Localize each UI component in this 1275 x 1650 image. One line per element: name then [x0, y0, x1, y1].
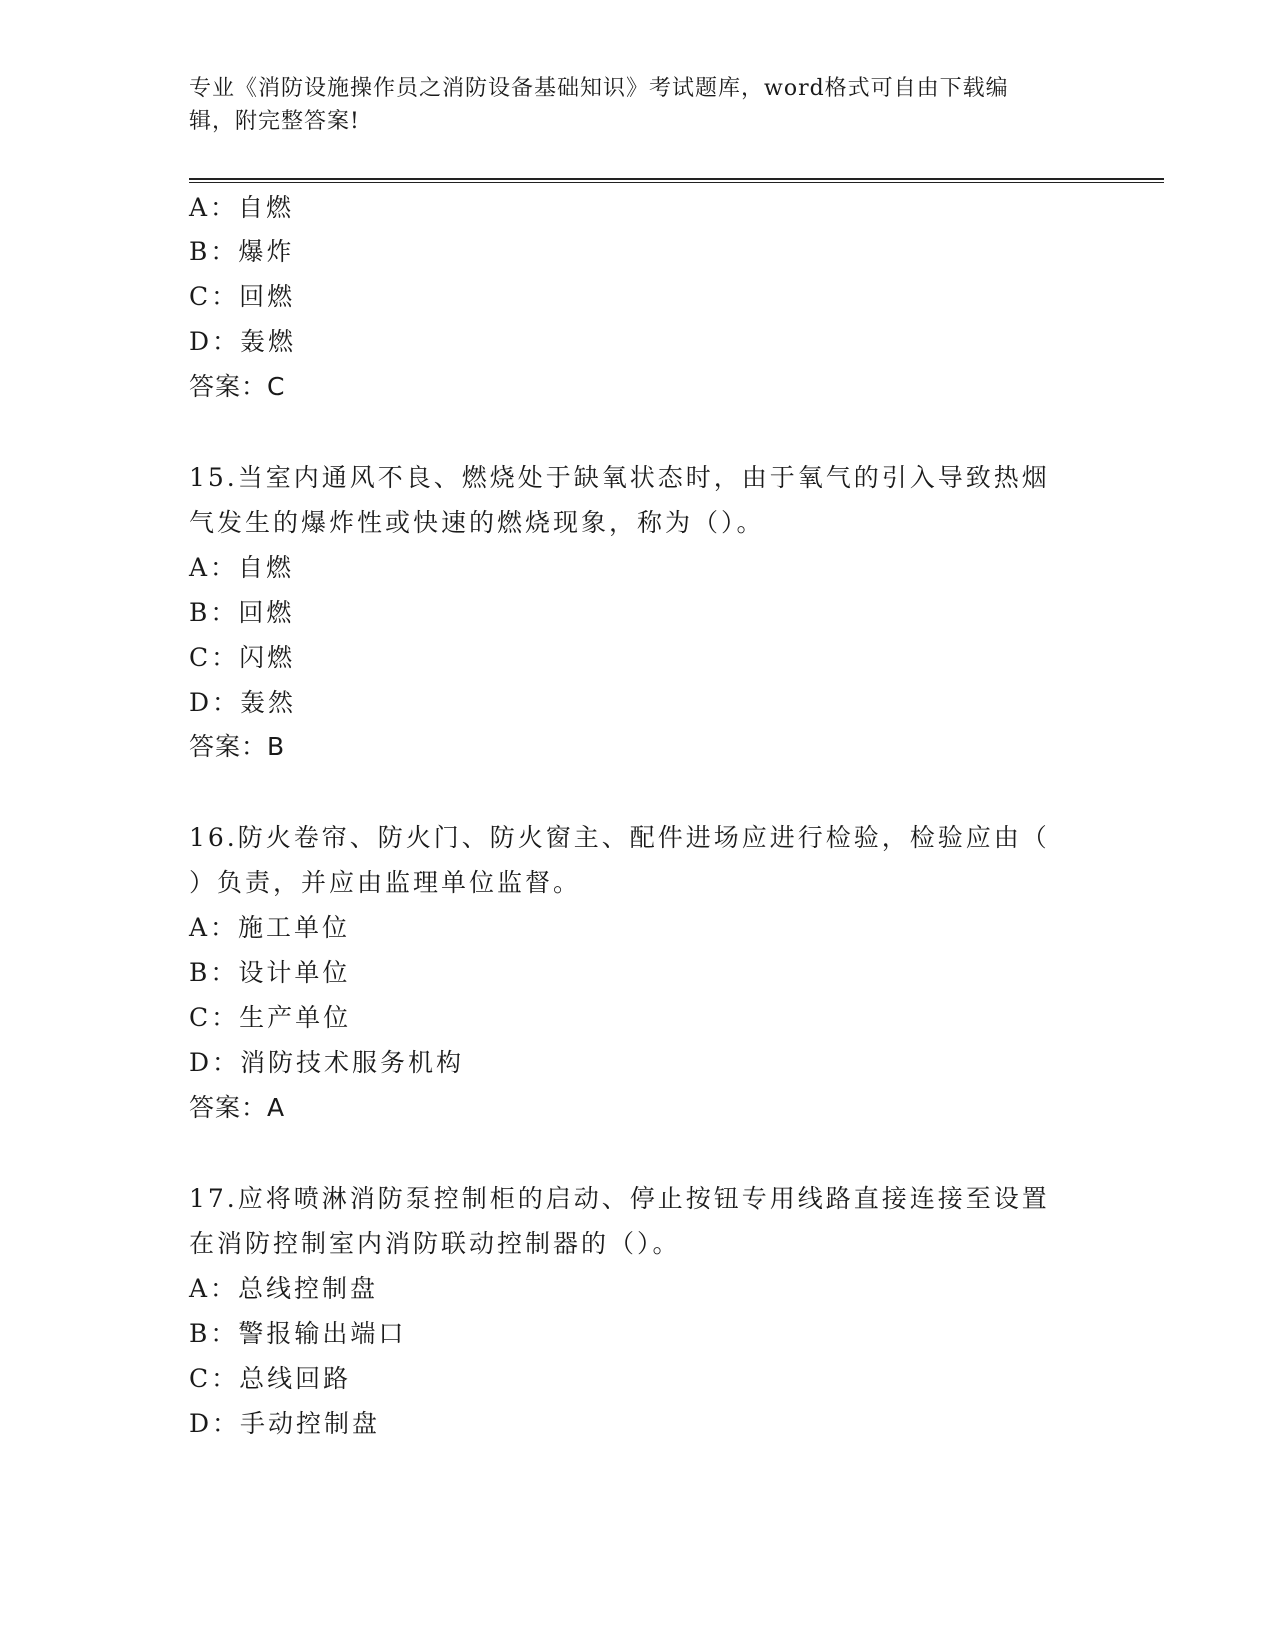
- q14-option-d: D：轰燃: [189, 327, 297, 356]
- q15-answer: 答案：B: [189, 732, 286, 761]
- q15-option-d: D：轰然: [189, 688, 297, 717]
- q17-stem-line-1: 17.应将喷淋消防泵控制柜的启动、停止按钮专用线路直接连接至设置: [189, 1184, 1050, 1213]
- q16-stem-line-2: ）负责，并应由监理单位监督。: [189, 868, 582, 897]
- q15-option-a: A：自燃: [189, 553, 295, 582]
- q17-option-c: C：总线回路: [189, 1364, 352, 1393]
- q17-option-a: A：总线控制盘: [189, 1274, 379, 1303]
- q16-option-d: D：消防技术服务机构: [189, 1048, 465, 1077]
- q16-option-c: C：生产单位: [189, 1003, 352, 1032]
- q14-option-a: A：自燃: [189, 193, 295, 222]
- q15-option-b: B：回燃: [189, 598, 295, 627]
- q16-option-b: B：设计单位: [189, 958, 351, 987]
- q14-answer: 答案：C: [189, 372, 286, 401]
- q14-option-c: C：回燃: [189, 282, 296, 311]
- header-divider: [189, 178, 1164, 183]
- document-header: [189, 72, 1089, 138]
- q15-stem-line-2: 气发生的爆炸性或快速的燃烧现象，称为（）。: [189, 508, 765, 537]
- header-line-1: 专业《消防设施操作员之消防设备基础知识》考试题库，word格式可自由下载编: [189, 76, 1009, 101]
- q15-stem-line-1: 15.当室内通风不良、燃烧处于缺氧状态时，由于氧气的引入导致热烟: [189, 463, 1050, 492]
- q15-option-c: C：闪燃: [189, 643, 296, 672]
- q16-answer: 答案：A: [189, 1093, 286, 1122]
- q17-option-b: B：警报输出端口: [189, 1319, 407, 1348]
- header-line-2: 辑，附完整答案!: [189, 109, 360, 134]
- q16-option-a: A：施工单位: [189, 913, 351, 942]
- q16-stem-line-1: 16.防火卷帘、防火门、防火窗主、配件进场应进行检验，检验应由（: [189, 823, 1050, 852]
- q14-option-b: B：爆炸: [189, 237, 295, 266]
- q17-option-d: D：手动控制盘: [189, 1409, 381, 1438]
- q17-stem-line-2: 在消防控制室内消防联动控制器的（）。: [189, 1229, 681, 1258]
